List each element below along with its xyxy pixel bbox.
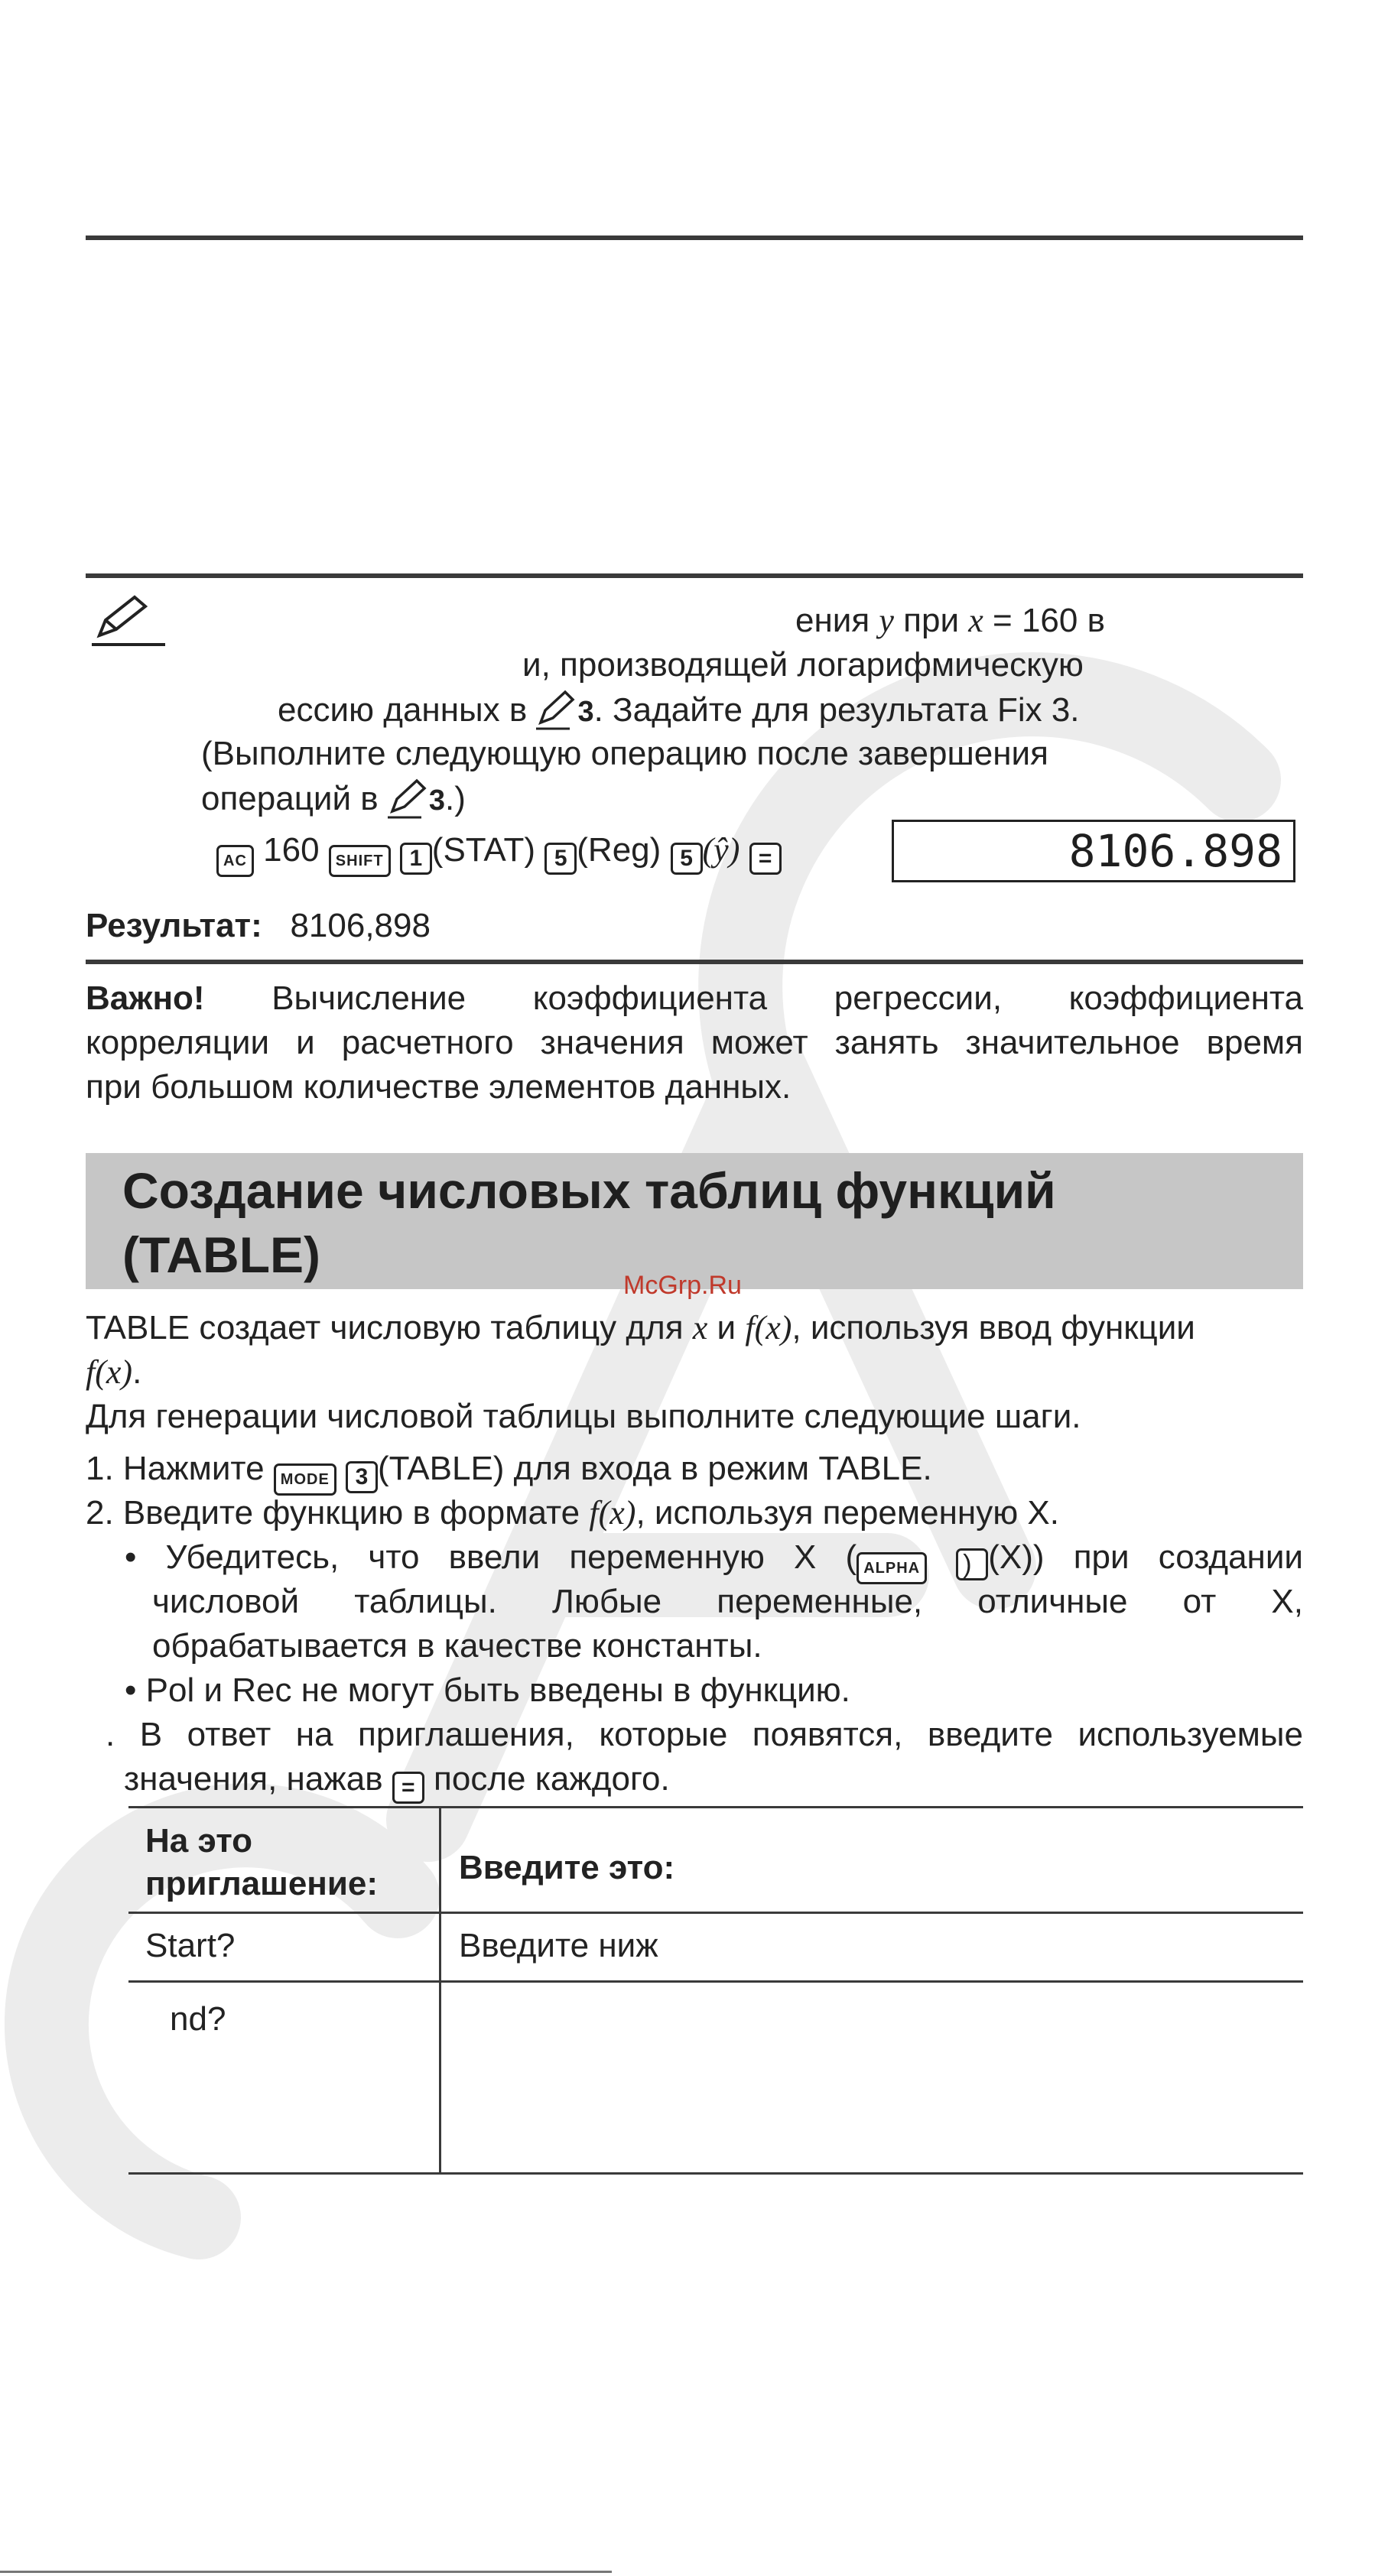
intro-line-1: TABLE создает числовую таблицу для x и f(x), используя ввод функции [86,1309,1195,1346]
table-header-enter: Введите это: [459,1849,675,1886]
table-row-rule [128,1980,1303,1983]
key-1: 1 [400,843,432,875]
note-line-2: и, производящей логарифмическую [522,646,1084,684]
table-cell: Введите ниж [459,1927,658,1964]
pencil-ref-icon [388,776,429,830]
bullet-1-line-1: • Убедитесь, что ввели переменную X ( ALPHA ) (X)) при создании [125,1535,1303,1584]
note-top-rule [86,573,1303,578]
result-line [86,904,431,948]
key-sequence: AC 160 SHIFT 1 (STAT) 5 (Reg) 5 (ŷ) = [216,828,782,877]
intro-line-3: Для генерации числовой таблицы выполните следующие шаги. [86,1398,1081,1435]
ac-key: AC [216,845,254,877]
important-top-rule [86,960,1303,964]
table-top-rule [128,1806,1303,1808]
alpha-key: ALPHA [857,1552,927,1584]
paren-key: ) [956,1548,988,1580]
site-link[interactable]: McGrp.Ru [623,1271,742,1300]
important-label: Важно! [86,979,205,1017]
equals-key: = [392,1772,424,1804]
step-3-line-1: . В ответ на приглашения, которые появятся, введите используемые [106,1716,1303,1753]
table-cell: Start? [145,1927,236,1964]
step-2: 2. Введите функцию в формате f(x), используя переменную X. [86,1494,1059,1532]
note-line-1: ения y при x = 160 в [795,602,1105,639]
table-cell: nd? [170,2000,226,2038]
important-line-2: корреляции и расчетного значения может занять значительное время [86,1024,1303,1061]
bullet-2: • Pol и Rec не могут быть введены в функцию. [125,1671,850,1709]
important-line-3: при большом количестве элементов данных. [86,1068,792,1106]
key-5: 5 [544,843,577,875]
result-label: Результат: [86,907,262,944]
result-value: 8106,898 [290,907,431,944]
intro-line-2: f(x). [86,1353,142,1391]
important-line-1: Важно! Вычисление коэффициента регрессии, коэффициента [86,979,1303,1017]
note-line-3: ессию данных в 3. Задайте для результата Fix 3. [278,687,1080,742]
footer-rule [0,2571,612,2573]
table-bottom-rule [128,2172,1303,2175]
step-1: 1. Нажмите MODE 3 (TABLE) для входа в режим TABLE. [86,1447,932,1496]
calculator-display: 8106.898 [892,820,1295,882]
step-3-line-2: значения, нажав = после каждого. [124,1757,670,1804]
top-rule [86,236,1303,240]
note-line-5: операций в 3.) [201,776,466,830]
table-header-prompt: На это приглашение: [145,1822,379,1902]
equals-key: = [749,843,782,875]
section-title: Создание числовых таблиц функций (TABLE) [122,1162,1056,1283]
bullet-1-line-3: обрабатывается в качестве константы. [152,1627,762,1665]
pencil-note-icon [90,593,167,648]
shift-key: SHIFT [329,845,391,877]
table-col-divider [439,1806,441,2175]
note-line-4: (Выполните следующую операцию после завершения [201,735,1048,772]
table-header-rule [128,1912,1303,1914]
bullet-1-line-2: числовой таблицы. Любые переменные, отличные от X, [152,1583,1303,1620]
key-3: 3 [346,1461,378,1493]
key-5: 5 [671,843,703,875]
mode-key: MODE [274,1463,336,1496]
